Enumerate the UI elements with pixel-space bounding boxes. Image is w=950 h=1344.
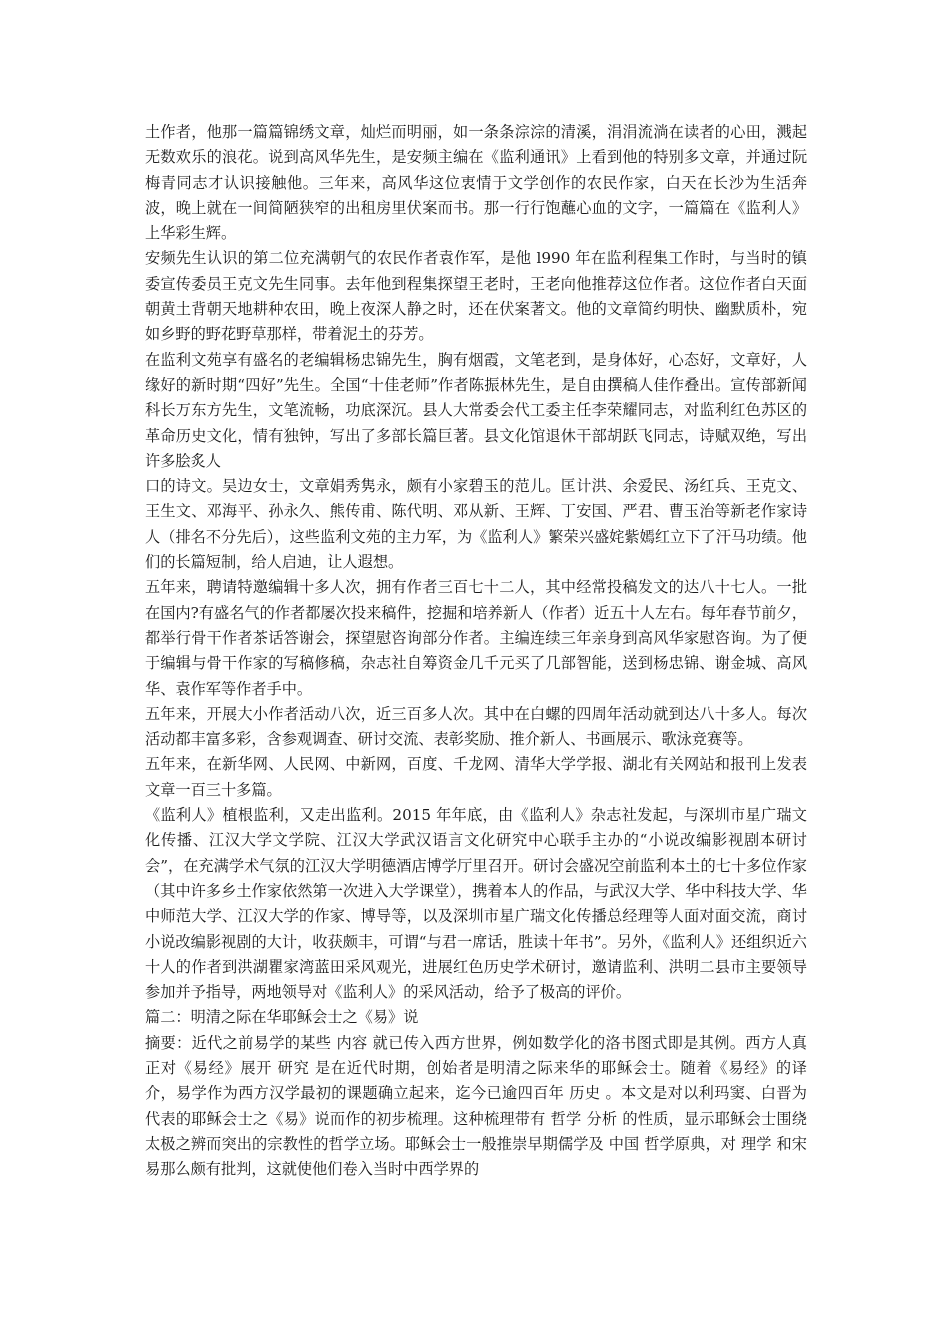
paragraph-five-years-activities: 五年来，开展大小作者活动八次，近三百多人次。其中在白螺的四周年活动就到达八十多人。每次活动都丰富多彩，含参观调查、研讨交流、表彰奖励、推介新人、书画展示、歌泳竞赛等。 — [145, 704, 807, 749]
paragraph-five-years-publications: 五年来，在新华网、人民网、中新网，百度、千龙网、清华大学学报、湖北有关网站和报刊上发表文章一百三十多篇。 — [145, 755, 807, 799]
document-page — [145, 120, 807, 1182]
paragraph-five-years-editors: 五年来，聘请特邀编辑十多人次，拥有作者三百七十二人，其中经常投稿发文的达八十七人。一批在国内?有盛名气的作者都屡次投来稿件，挖掘和培养新人（作者）近五十人左右。每年春节前夕，都举行骨干作者茶话答谢会，探望慰咨询部分作者。主编连续三年亲身到高风华家慰咨询。为了便于编辑与骨干作家的写稿修稿，杂志社自筹资金几千元买了几部智能，送到杨忠锦、谢金城、高风华、袁作军等作者手中。 — [145, 578, 807, 698]
paragraph-seminar: 《监利人》植根监利，又走出监利。2015 年年底，由《监利人》杂志社发起，与深圳市星广瑞文化传播、江汉大学文学院、江汉大学武汉语言文化研究中心联手主办的“小说改编影视剧本研讨会”，在充满学术气氛的江汉大学明德酒店博学厅里召开。研讨会盛况空前监利本土的七十多位作家（其中许多乡土作家依然第一次进入大学课堂），携着本人的作品，与武汉大学、华中科技大学、华中师范大学、江汉大学的作家、博导等，以及深圳市星广瑞文化传播总经理等人面对面交流，商讨小说改编影视剧的大计，收获颇丰，可谓“与君一席话，胜读十年书”。另外，《监利人》还组织近六十人的作者到洪湖瞿家湾蓝田采风观光，进展红色历史学术研讨，邀请监利、洪明二县市主要领导参加并予指导，两地领导对《监利人》的采风活动，给予了极高的评价。 — [145, 806, 807, 1002]
paragraph-feng-hua: 土作者，他那一篇篇锦绣文章，灿烂而明丽，如一条条淙淙的清溪，涓涓流淌在读者的心田，溅起无数欢乐的浪花。说到高风华先生，是安频主编在《监利通讯》上看到他的特别多文章，并通过阮梅青同志才认识接触他。三年来，高风华这位衷情于文学创作的农民作家，白天在长沙为生活奔波，晚上就在一间简陋狭窄的出租房里伏案而书。那一行行饱蘸心血的文字，一篇篇在《监利人》上华彩生辉。 — [145, 123, 807, 243]
section-heading: 篇二：明清之际在华耶稣会士之《易》说 — [145, 1008, 419, 1027]
paragraph-writers-list: 口的诗文。吴边女士，文章娟秀隽永，颇有小家碧玉的范儿。匡计洪、余爱民、汤红兵、王克文、王生文、邓海平、孙永久、熊传甫、陈代明、邓从新、王辉、丁安国、严君、曹玉治等新老作家诗人（排名不分先后），这些监利文苑的主力军，为《监利人》繁荣兴盛姹紫嫣红立下了汗马功绩。他们的长篇短制，给人启迪，让人遐想。 — [145, 477, 807, 572]
paragraph-abstract: 摘要：近代之前易学的某些 内容 就已传入西方世界，例如数学化的洛书图式即是其例。西方人真正对《易经》展开 研究 是在近代时期，创始者是明清之际来华的耶稣会士。随着《易经》的译介，易学作为西方汉学最初的课题确立起来，迄今已逾四百年 历史 。本文是对以利玛窦、白晋为代表的耶稣会士之《易》说而作的初步梳理。这种梳理带有 哲学 分析 的性质，显示耶稣会士围绕太极之辨而突出的宗教性的哲学立场。耶稣会士一般推崇早期儒学及 中国 哲学原典，对 理学 和宋易那么颇有批判，这就使他们卷入当时中西学界的 — [145, 1033, 807, 1179]
paragraph-editors: 在监利文苑享有盛名的老编辑杨忠锦先生，胸有烟霞，文笔老到，是身体好，心态好，文章好，人缘好的新时期“四好”先生。全国“十佳老师”作者陈振林先生，是自由撰稿人佳作叠出。宣传部新闻科长万东方先生，文笔流畅，功底深沉。县人大常委会代工委主任李荣耀同志，对监利红色苏区的革命历史文化，情有独钟，写出了多部长篇巨著。县文化馆退休干部胡跃飞同志，诗赋双绝，写出许多脍炙人 — [145, 350, 807, 470]
paragraph-yuan-zuojun: 安频先生认识的第二位充满朝气的农民作者袁作军，是他 l990 年在监利程集工作时，与当时的镇委宣传委员王克文先生同事。去年他到程集探望王老时，王老向他推荐这位作者。这位作者白天面朝黄土背朝天地耕种农田，晚上夜深人静之时，还在伏案著文。他的文章简约明快、幽默质朴，宛如乡野的野花野草那样，带着泥土的芬芳。 — [145, 249, 807, 344]
